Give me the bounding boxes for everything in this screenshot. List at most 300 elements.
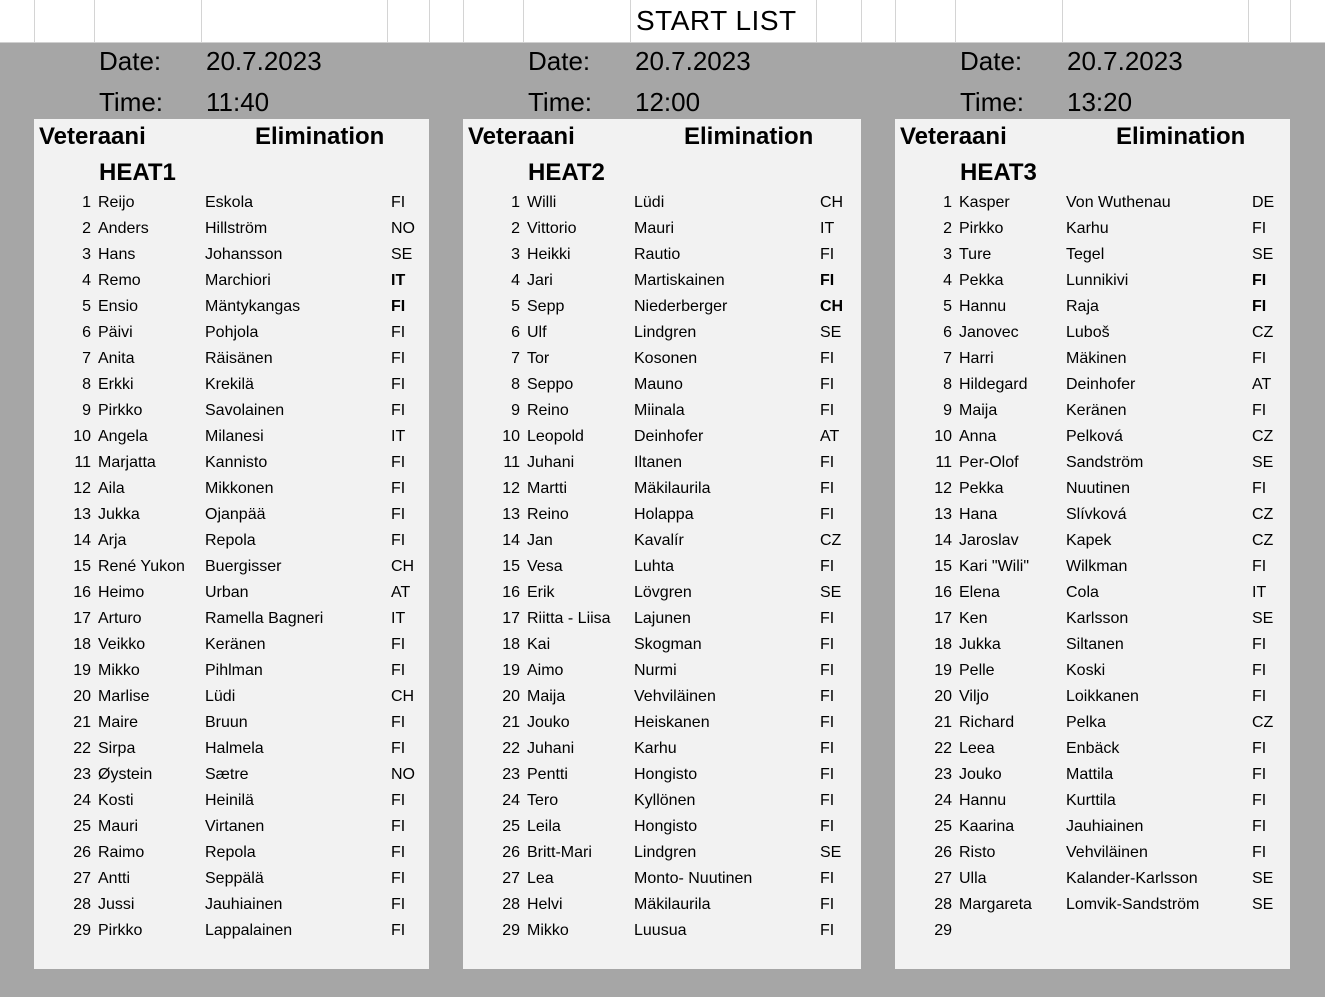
start-number: 24 [934,792,952,809]
last-name: Koski [1066,662,1106,679]
first-name: Hannu [959,792,1007,809]
country-code: NO [391,220,415,237]
country-code: SE [391,246,413,263]
first-name: Aimo [527,662,564,679]
start-number: 13 [934,506,952,523]
cell-gridline [463,0,464,42]
first-name: Pirkko [959,220,1004,237]
table-row [895,659,1290,685]
last-name: Von Wuthenau [1066,194,1171,211]
first-name: Helvi [527,896,563,913]
last-name: Hongisto [634,818,698,835]
start-number: 25 [934,818,952,835]
first-name: Sirpa [98,740,136,757]
country-code: FI [820,610,835,627]
first-name: Martti [527,480,567,497]
first-name: Viljo [959,688,989,705]
last-name: Marchiori [205,272,271,289]
country-code: FI [391,324,406,341]
table-row [895,555,1290,581]
country-code: CZ [1252,714,1274,731]
country-code: CZ [820,532,842,549]
first-name: Raimo [98,844,145,861]
table-row [34,243,429,269]
start-number: 14 [502,532,520,549]
start-number: 6 [943,324,952,341]
country-code: DE [1252,194,1275,211]
country-code: CH [820,194,844,211]
first-name: Jukka [98,506,140,523]
first-name: Harri [959,350,994,367]
country-code: FI [1252,558,1267,575]
start-number: 10 [73,428,91,445]
last-name: Vehviläinen [634,688,716,705]
first-name: Pirkko [98,922,143,939]
table-row [34,633,429,659]
country-code: FI [391,402,406,419]
country-code: AT [1252,376,1272,393]
country-code: FI [820,792,835,809]
first-name: Marjatta [98,454,156,471]
last-name: Slívková [1066,506,1127,523]
first-name: Jan [527,532,553,549]
category-label: Veteraani [900,123,1007,150]
last-name: Karhu [1066,220,1109,237]
country-code: FI [1252,350,1267,367]
first-name: Erkki [98,376,134,393]
first-name: Kaarina [959,818,1015,835]
start-number: 16 [73,584,91,601]
first-name: Remo [98,272,141,289]
country-code: FI [1252,792,1267,809]
last-name: Karlsson [1066,610,1129,627]
first-name: Jari [527,272,553,289]
start-number: 19 [934,662,952,679]
first-name: Tor [527,350,550,367]
table-row [895,321,1290,347]
start-number: 29 [502,922,520,939]
country-code: FI [820,558,835,575]
country-code: FI [1252,402,1267,419]
start-number: 1 [511,194,520,211]
first-name: Vesa [527,558,563,575]
country-code: FI [820,376,835,393]
country-code: SE [1252,610,1274,627]
first-name: Per-Olof [959,454,1019,471]
first-name: Pekka [959,480,1004,497]
start-number: 22 [934,740,952,757]
first-name: Riitta - Liisa [527,610,611,627]
country-code: FI [391,194,406,211]
start-number: 9 [511,402,520,419]
table-row [34,321,429,347]
first-name: Mikko [527,922,569,939]
last-name: Heiskanen [634,714,710,731]
last-name: Luboš [1066,324,1110,341]
start-number: 27 [73,870,91,887]
start-number: 21 [73,714,91,731]
first-name: Ken [959,610,988,627]
last-name: Mäntykangas [205,298,301,315]
start-number: 13 [73,506,91,523]
start-number: 22 [73,740,91,757]
last-name: Martiskainen [634,272,725,289]
table-row [463,321,861,347]
table-row [895,269,1290,295]
start-number: 13 [502,506,520,523]
start-number: 28 [73,896,91,913]
last-name: Repola [205,844,256,861]
cell-gridline [1290,0,1291,42]
start-number: 6 [82,324,91,341]
time-value: 11:40 [206,87,270,117]
last-name: Kurttila [1066,792,1116,809]
last-name: Lüdi [634,194,665,211]
table-row [463,633,861,659]
heat-title: HEAT3 [960,159,1037,186]
table-row [895,347,1290,373]
table-row [463,737,861,763]
last-name: Rautio [634,246,681,263]
table-row [895,243,1290,269]
country-code: FI [820,402,835,419]
first-name: Aila [98,480,125,497]
table-row [463,867,861,893]
country-code: FI [391,818,406,835]
first-name: Hana [959,506,998,523]
first-name: Tero [527,792,559,809]
last-name: Vehviläinen [1066,844,1148,861]
country-code: FI [1252,740,1267,757]
country-code: FI [391,792,406,809]
first-name: Veikko [98,636,146,653]
table-row [463,659,861,685]
table-row [34,451,429,477]
time-value: 13:20 [1067,87,1133,117]
last-name: Kalander-Karlsson [1066,870,1198,887]
country-code: FI [391,506,406,523]
table-row [895,841,1290,867]
last-name: Mauri [634,220,675,237]
start-number: 1 [943,194,952,211]
last-name: Mikkonen [205,480,274,497]
start-number: 17 [502,610,520,627]
cell-gridline [1062,0,1063,42]
country-code: CZ [1252,506,1274,523]
start-number: 28 [502,896,520,913]
table-row [34,347,429,373]
table-row [34,737,429,763]
country-code: FI [1252,766,1267,783]
cell-gridline [1248,0,1249,42]
start-number: 26 [502,844,520,861]
country-code: FI [820,896,835,913]
table-row [895,451,1290,477]
table-row [34,399,429,425]
last-name: Wilkman [1066,558,1128,575]
start-number: 6 [511,324,520,341]
last-name: Niederberger [634,298,728,315]
start-number: 23 [73,766,91,783]
last-name: Cola [1066,584,1099,601]
first-name: Juhani [527,740,575,757]
last-name: Lüdi [205,688,236,705]
first-name: Ensio [98,298,139,315]
country-code: CZ [1252,428,1274,445]
country-code: FI [391,298,406,315]
start-number: 16 [934,584,952,601]
cell-gridline [861,0,862,42]
table-row [895,607,1290,633]
start-number: 21 [502,714,520,731]
first-name: Kai [527,636,551,653]
country-code: SE [1252,870,1274,887]
table-row [463,451,861,477]
table-row [34,789,429,815]
country-code: FI [820,506,835,523]
country-code: FI [820,818,835,835]
cell-gridline [94,0,95,42]
first-name: Kari "Wili" [959,558,1030,575]
table-row [463,815,861,841]
start-number: 10 [502,428,520,445]
country-code: FI [820,662,835,679]
cell-gridline [34,0,35,42]
first-name: Richard [959,714,1015,731]
first-name: Marlise [98,688,150,705]
cell-gridline [201,0,202,42]
country-code: FI [391,922,406,939]
round-label: Elimination [1116,123,1246,150]
country-code: FI [820,480,835,497]
table-row [463,269,861,295]
country-code: FI [820,350,835,367]
heat-panel-1 [34,119,429,969]
first-name: Anna [959,428,997,445]
table-row [34,581,429,607]
last-name: Mauno [634,376,683,393]
first-name: Pentti [527,766,568,783]
table-row [895,711,1290,737]
start-list [463,191,861,945]
first-name: Øystein [98,766,153,783]
table-row [34,425,429,451]
table-row [895,191,1290,217]
country-code: IT [1252,584,1267,601]
start-number: 5 [511,298,520,315]
country-code: FI [820,766,835,783]
start-number: 28 [934,896,952,913]
last-name: Lindgren [634,844,697,861]
start-number: 17 [73,610,91,627]
last-name: Sandström [1066,454,1144,471]
first-name: Mikko [98,662,140,679]
table-row [463,347,861,373]
first-name: Ture [959,246,992,263]
start-number: 19 [73,662,91,679]
table-row [895,789,1290,815]
start-number: 7 [943,350,952,367]
table-row [34,867,429,893]
start-number: 24 [73,792,91,809]
first-name: Kosti [98,792,134,809]
first-name: Jouko [527,714,570,731]
last-name: Lunnikivi [1066,272,1129,289]
country-code: FI [391,844,406,861]
last-name: Loikkanen [1066,688,1139,705]
country-code: FI [1252,480,1267,497]
start-number: 3 [82,246,91,263]
time-label: Time: [99,87,164,117]
country-code: CZ [1252,324,1274,341]
last-name: Pihlman [205,662,263,679]
start-number: 11 [74,454,91,471]
round-label: Elimination [684,123,814,150]
table-row [463,581,861,607]
table-row [895,217,1290,243]
cell-gridline [630,0,631,42]
country-code: FI [1252,636,1267,653]
first-name: Arja [98,532,127,549]
country-code: FI [820,246,835,263]
last-name: Eskola [205,194,254,211]
first-name: Heimo [98,584,145,601]
category-label: Veteraani [468,123,575,150]
country-code: FI [391,480,406,497]
first-name: Seppo [527,376,574,393]
last-name: Krekilä [205,376,254,393]
last-name: Kyllönen [634,792,696,809]
start-number: 29 [934,922,952,939]
start-number: 5 [943,298,952,315]
table-row [463,529,861,555]
date-value: 20.7.2023 [1067,46,1183,76]
first-name: Jukka [959,636,1001,653]
table-row [895,893,1290,919]
first-name: Hannu [959,298,1007,315]
first-name: Hans [98,246,136,263]
table-row [463,919,861,945]
country-code: AT [391,584,411,601]
last-name: Kapek [1066,532,1112,549]
page-title: START LIST [636,5,797,36]
country-code: FI [820,272,835,289]
start-number: 24 [502,792,520,809]
start-number: 15 [502,558,520,575]
start-number: 20 [934,688,952,705]
table-row [34,893,429,919]
table-row [895,633,1290,659]
table-row [34,217,429,243]
last-name: Räisänen [205,350,273,367]
heat-title: HEAT1 [99,159,176,186]
table-row [34,503,429,529]
last-name: Bruun [205,714,248,731]
country-code: FI [820,454,835,471]
start-list [895,191,1290,945]
first-name: Jouko [959,766,1002,783]
start-number: 8 [511,376,520,393]
start-number: 18 [73,636,91,653]
country-code: FI [1252,662,1267,679]
last-name: Tegel [1066,246,1105,263]
last-name: Milanesi [205,428,264,445]
last-name: Luhta [634,558,675,575]
start-number: 7 [82,350,91,367]
start-number: 27 [934,870,952,887]
start-number: 5 [82,298,91,315]
country-code: FI [391,896,406,913]
cell-gridline [955,0,956,42]
last-name: Virtanen [205,818,265,835]
country-code: CH [391,688,415,705]
table-row [34,841,429,867]
first-name: Maija [527,688,566,705]
first-name: Pirkko [98,402,143,419]
last-name: Hillström [205,220,268,237]
last-name: Lomvik-Sandström [1066,896,1200,913]
date-value: 20.7.2023 [635,46,751,76]
country-code: FI [820,714,835,731]
country-code: IT [391,272,406,289]
table-row [34,815,429,841]
country-code: IT [820,220,835,237]
cell-gridline [523,0,524,42]
start-number: 20 [502,688,520,705]
start-number: 21 [934,714,952,731]
last-name: Savolainen [205,402,285,419]
start-number: 12 [502,480,520,497]
table-row [34,269,429,295]
last-name: Luusua [634,922,687,939]
table-row [34,659,429,685]
country-code: FI [391,376,406,393]
first-name: Pekka [959,272,1004,289]
table-row [34,711,429,737]
table-row [463,763,861,789]
country-code: FI [820,688,835,705]
heat-panel-2 [463,119,861,969]
last-name: Lindgren [634,324,697,341]
time-label: Time: [528,87,593,117]
start-number: 26 [934,844,952,861]
first-name: Vittorio [527,220,577,237]
country-code: FI [391,662,406,679]
table-row [463,373,861,399]
start-number: 8 [82,376,91,393]
table-row [895,295,1290,321]
category-label: Veteraani [39,123,146,150]
first-name: Lea [527,870,554,887]
start-number: 23 [502,766,520,783]
last-name: Deinhofer [1066,376,1136,393]
last-name: Pelková [1066,428,1123,445]
start-number: 11 [935,454,952,471]
country-code: FI [391,740,406,757]
start-number: 14 [73,532,91,549]
start-number: 27 [502,870,520,887]
first-name: Leila [527,818,561,835]
last-name: Skogman [634,636,702,653]
first-name: Erik [527,584,555,601]
first-name: Heikki [527,246,571,263]
table-row [34,763,429,789]
start-number: 9 [943,402,952,419]
last-name: Ramella Bagneri [205,610,324,627]
table-row [34,607,429,633]
table-row [463,217,861,243]
table-row [463,295,861,321]
